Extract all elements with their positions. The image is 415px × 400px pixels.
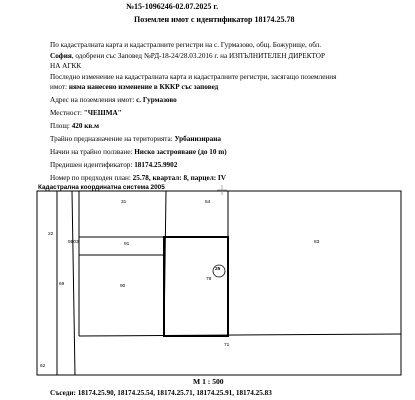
survey-marker-icon bbox=[217, 185, 227, 195]
subject-parcel bbox=[164, 237, 228, 336]
parcel-label-31: 31 bbox=[121, 200, 127, 205]
plan-number-value: 25.78, квартал: 8, парцел: IV bbox=[132, 174, 226, 182]
parcel-label-22: 22 bbox=[48, 232, 54, 237]
usage-label: Начин на трайно ползване: bbox=[50, 148, 133, 156]
purpose-label: Трайно предназначение на територията: bbox=[50, 135, 173, 143]
parcel-label-90: 90 bbox=[120, 284, 126, 289]
usage-value: Ниско застрояване (до 10 m) bbox=[134, 148, 227, 156]
parcel-label-83: 83 bbox=[314, 240, 320, 245]
parcel-label-62: 62 bbox=[40, 364, 46, 369]
previous-id-label: Предишен идентификатор: bbox=[50, 161, 133, 169]
map-frame bbox=[37, 191, 401, 375]
region-name: София bbox=[50, 52, 72, 60]
address-label: Адрес на поземления имот: bbox=[50, 96, 135, 104]
register-line-3: НА АГКК bbox=[50, 62, 82, 70]
title-identifier: 18174.25.78 bbox=[254, 15, 295, 24]
map-scale: М 1 : 500 bbox=[193, 377, 224, 386]
area-value: 420 кв.м bbox=[71, 122, 99, 130]
previous-id-value: 18174.25.9902 bbox=[134, 161, 178, 169]
last-change-label: имот: bbox=[50, 83, 68, 91]
register-line-1: По кадастралната карта и кадастралните регистри на с. Гурмазово, общ. Божурище, обл. bbox=[50, 41, 322, 49]
map-title: Кадастрална координатна система 2005 bbox=[38, 184, 165, 191]
parcel-label-71: 71 bbox=[224, 343, 230, 348]
locality-label: Местност: bbox=[50, 109, 82, 117]
purpose-value: Урбанизирана bbox=[174, 135, 222, 143]
parcel-label-78: 78 bbox=[206, 277, 212, 282]
title-prefix: Поземлен имот с идентификатор bbox=[134, 15, 253, 24]
last-change-value: няма нанесено изменение в КККР със заповед bbox=[68, 83, 219, 91]
parcel-label-91: 91 bbox=[124, 242, 130, 247]
boundary-west-inner bbox=[72, 191, 75, 375]
parcel-label-69: 69 bbox=[59, 282, 65, 287]
parcel-label-25: 25 bbox=[215, 267, 221, 272]
address-value: с. Гурмазово bbox=[136, 96, 177, 104]
area-label: Площ: bbox=[50, 122, 70, 130]
neighbors-row bbox=[50, 390, 272, 397]
parcel-label-54: 54 bbox=[205, 200, 211, 205]
neighbors-label: Съседи: bbox=[50, 389, 76, 397]
last-change-line: Последно изменение на кадастралната карта и кадастралните регистри, засягащо поземления bbox=[50, 73, 337, 81]
order-text: , одобрени със Заповед №РД-18-24/28.03.2016 г. на ИЗПЪЛНИТЕЛЕН ДИРЕКТОР bbox=[71, 52, 325, 60]
parcel-label-9903: 9903 bbox=[68, 240, 79, 245]
neighbors-value: 18174.25.90, 18174.25.54, 18174.25.71, 18174.25.91, 18174.25.83 bbox=[77, 389, 272, 397]
locality-value: "ЧЕШМА" bbox=[83, 109, 122, 117]
plan-number-label: Номер по предходен план: bbox=[50, 174, 131, 182]
document-number: №15-1096246-02.07.2025 г. bbox=[126, 2, 219, 11]
boundary-71-north bbox=[79, 334, 401, 336]
